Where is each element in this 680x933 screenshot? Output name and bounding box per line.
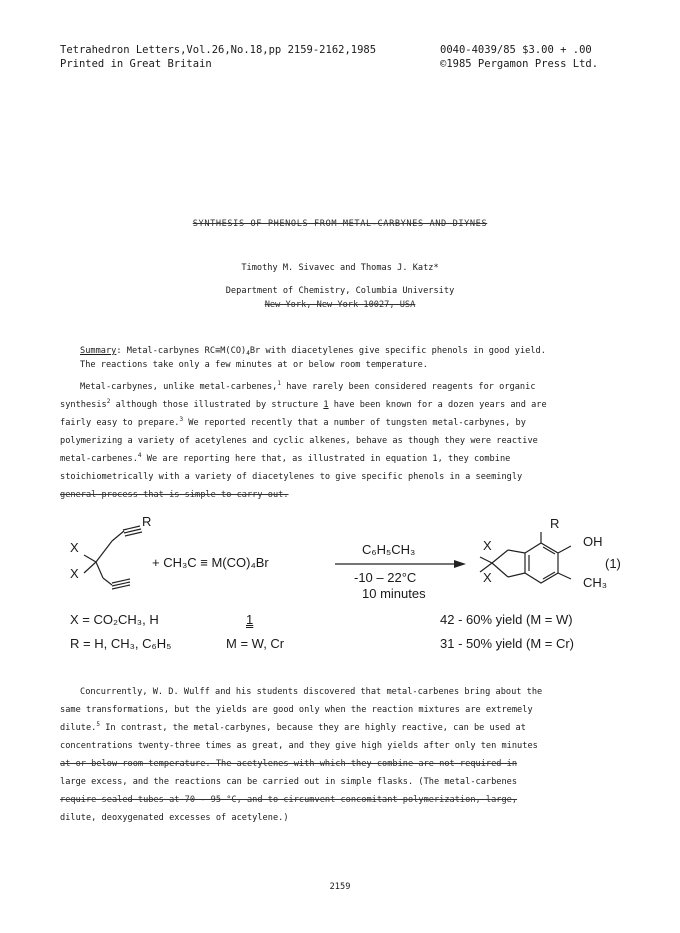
text-line: dilute, deoxygenated excesses of acetylene.) [60,813,289,823]
carbyne-reagent: + CH₃C ≡ M(CO)₄Br [152,555,269,570]
text-line: Concurrently, W. D. Wulff and his students discovered that metal-carbenes bring about the [80,687,543,697]
label-x-product-top: X [483,538,492,553]
page-number: 2159 [329,882,351,892]
r-definition: R = H, CH₃, C₆H₅ [70,636,172,651]
text-line: at or below room temperature. The acetylenes with which they combine are not required in [60,759,518,769]
text-line: metal-carbenes.$^4$ We are reporting here that, as illustrated in equation 1, they combine [60,452,511,464]
affiliation-line-1: Department of Chemistry, Columbia University [225,286,455,296]
text-line: polymerizing a variety of acetylenes and cyclic alkenes, behave as though they were reactive [60,436,538,446]
label-r-product: R [550,516,560,531]
label-oh: OH [583,534,603,549]
affiliation-line-2: New York, New York 10027, USA [264,300,416,310]
summary-line-2: The reactions take only a few minutes at or below room temperature. [80,360,428,370]
text-line: require sealed tubes at 70 - 95 °C, and to circumvent concomitant polymerization, large, [60,795,518,805]
m-definition: M = W, Cr [226,636,285,651]
summary-line-1: Summary: Metal-carbynes $RC\equiv M(CO)_4Br$ with diacetylenes give specific phenols in good yield. [80,346,546,357]
temperature-label: -10 – 22°C [354,570,417,585]
label-x-product-bottom: X [483,570,492,585]
text-line: general process that is simple to carry out. [60,490,289,500]
diyne-structure [84,526,142,589]
text-line: dilute.$^5$ In contrast, the metal-carbynes, because they are highly reactive, can be used at [60,721,526,733]
text-line: large excess, and the reactions can be carried out in simple flasks. (The metal-carbenes [60,777,518,787]
printed-location: Printed in Great Britain [60,58,212,70]
text-line: Metal-carbynes, unlike metal-carbenes,$^1$ have rarely been considered reagents for organic [80,380,536,392]
label-ch3: CH₃ [583,575,608,590]
phenol-structure [480,532,571,583]
yield-chromium: 31 - 50% yield (M = Cr) [440,636,575,651]
x-definition: X = CO₂CH₃, H [70,612,159,627]
label-r-reactant: R [142,514,152,529]
compound-number: 1 [246,612,254,627]
solvent-label: C₆H₅CH₃ [362,542,416,557]
price-code: 0040-4039/85 $3.00 + .00 [440,44,592,56]
label-x-reactant-top: X [70,540,79,555]
text-line: concentrations twenty-three times as great, and they give high yields after only ten minutes [60,741,538,751]
time-label: 10 minutes [362,586,426,601]
text-line: stoichiometrically with a variety of diacetylenes to give specific phenols in a seemingly [60,472,523,482]
yield-tungsten: 42 - 60% yield (M = W) [440,612,573,627]
reaction-arrow [335,560,466,568]
text-line: fairly easy to prepare.$^3$ We reported recently that a number of tungsten metal-carbynes, by [60,416,526,428]
copyright: ©1985 Pergamon Press Ltd. [440,58,599,70]
article-title: SYNTHESIS OF PHENOLS FROM METAL-CARBYNES AND DIYNES [192,219,488,229]
equation-number: (1) [605,556,621,571]
authors: Timothy M. Sivavec and Thomas J. Katz* [241,263,439,273]
label-x-reactant-bottom: X [70,566,79,581]
text-line: synthesis$^2$ although those illustrated by structure 1 have been known for a dozen years and are [60,398,547,410]
journal-citation: Tetrahedron Letters,Vol.26,No.18,pp 2159-2162,1985 [60,44,377,56]
text-line: same transformations, but the yields are good only when the reaction mixtures are extremely [60,705,533,715]
